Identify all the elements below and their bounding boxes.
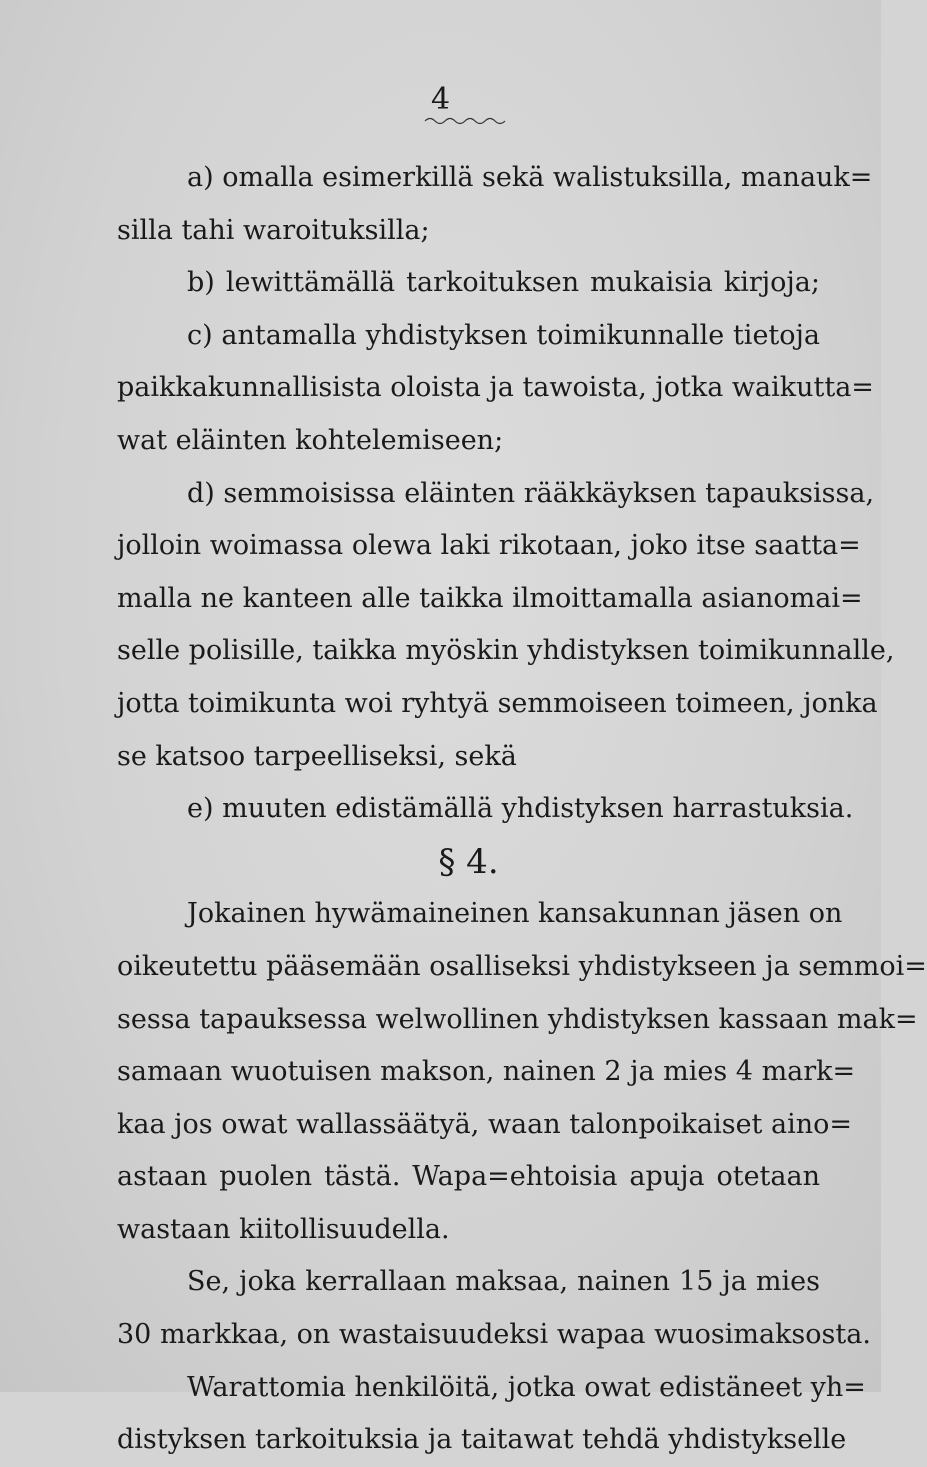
text-line: c) antamalla yhdistyksen toimikunnalle tietoja (187, 319, 820, 351)
text-line: d) semmoisissa eläinten rääkkäyksen tapauksissa, (187, 477, 875, 509)
page-number: 4 (430, 82, 451, 117)
text-line: Warattomia henkilöitä, jotka owat edistäneet yh= (187, 1371, 866, 1403)
text-line: kaa jos owat wallassäätyä, waan talonpoikaiset aino= (117, 1108, 852, 1140)
text-line: distyksen tarkoituksia ja taitawat tehdä yhdistykselle (117, 1424, 847, 1456)
text-line: Jokainen hywämaineinen kansakunnan jäsen on (187, 898, 843, 930)
text-line: oikeutettu pääsemään osalliseksi yhdistykseen ja semmoi= (117, 950, 927, 982)
text-line: astaan puolen tästä. Wapa=ehtoisia apuja otetaan (117, 1161, 820, 1193)
text-line: e) muuten edistämällä yhdistyksen harrastuksia. (187, 793, 854, 825)
text-line: a) omalla esimerkillä sekä walistuksilla, manauk= (187, 162, 873, 193)
text-line: 30 markkaa, on wastaisuudeksi wapaa wuosimaksosta. (117, 1319, 871, 1351)
text-line: b) lewittämällä tarkoituksen mukaisia kirjoja; (187, 267, 820, 299)
text-line: se katsoo tarpeelliseksi, sekä (117, 740, 517, 772)
text-line: jotta toimikunta woi ryhtyä semmoiseen toimeen, jonka (117, 687, 878, 719)
text-line: silla tahi waroituksilla; (117, 214, 430, 246)
text-line: wastaan kiitollisuudella. (117, 1213, 450, 1245)
text-line: sessa tapauksessa welwollinen yhdistyksen kassaan mak= (117, 1003, 918, 1035)
body-text (117, 152, 927, 1467)
text-line: paikkakunnallisista oloista ja tawoista, jotka waikutta= (117, 372, 874, 404)
text-line: selle polisille, taikka myöskin yhdistyksen toimikunnalle, (117, 635, 895, 667)
text-line: jolloin woimassa olewa laki rikotaan, joko itse saatta= (117, 530, 861, 562)
section-heading: § 4. (438, 841, 499, 882)
text-line: wat eläinten kohtelemiseen; (117, 424, 504, 456)
wavy-ornament (425, 116, 505, 126)
text-line: malla ne kanteen alle taikka ilmoittamalla asianomai= (117, 582, 863, 614)
text-line: Se, joka kerrallaan maksaa, nainen 15 ja mies (187, 1266, 820, 1298)
text-line: samaan wuotuisen makson, nainen 2 ja mies 4 mark= (117, 1056, 856, 1088)
